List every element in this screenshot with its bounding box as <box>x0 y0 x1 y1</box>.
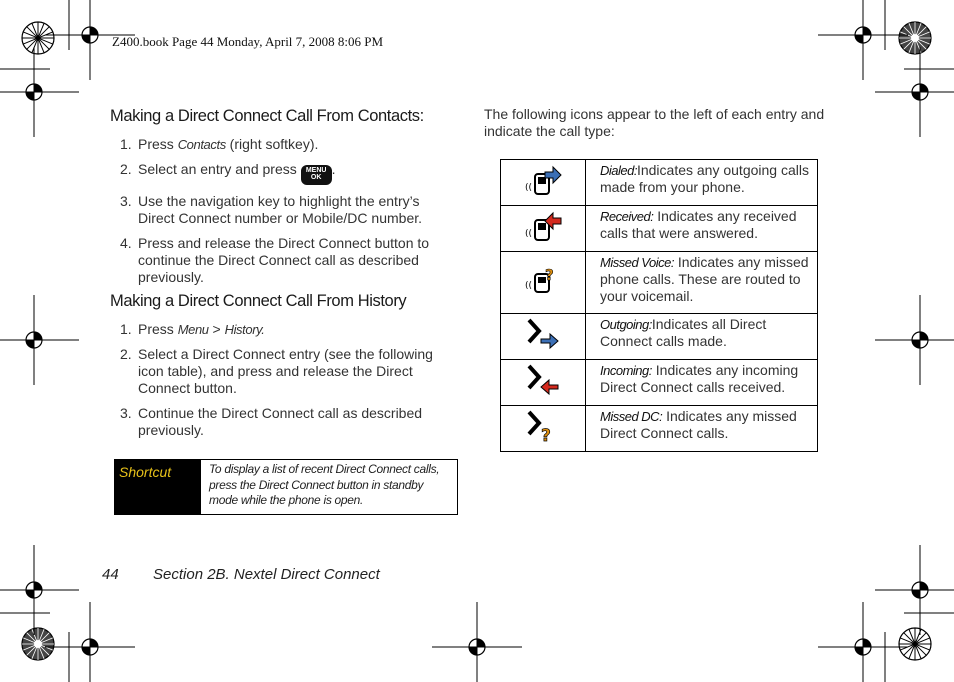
print-header: Z400.book Page 44 Monday, April 7, 2008 8:06 PM <box>112 34 384 49</box>
svg-text:((: (( <box>525 229 533 239</box>
icon-term: Received: <box>600 209 654 224</box>
step-item: 3. Use the navigation key to highlight the entry’s Direct Connect number or Mobile/DC number. <box>120 192 423 226</box>
icons-intro: The following icons appear to the left of each entry and indicate the call type: <box>484 106 825 139</box>
table-row <box>501 160 818 206</box>
icon-description: Indicates any missed Direct Connect calls. <box>600 408 797 441</box>
steps-history <box>114 321 444 447</box>
table-row <box>501 360 818 406</box>
step-item: 4. Press and release the Direct Connect button to continue the Direct Connect call as described previously. <box>120 234 430 285</box>
heading-history: Making a Direct Connect Call From History <box>110 292 407 310</box>
icon-description: Indicates any received calls that were answered. <box>600 208 797 241</box>
softkey-label: Contacts <box>177 137 226 152</box>
icon-term: Dialed: <box>600 163 637 178</box>
step-item: 3. Continue the Direct Connect call as described previously. <box>120 405 423 438</box>
icon-term: Incoming: <box>600 363 652 378</box>
shortcut-box <box>114 459 458 515</box>
icon-description: Indicates any incoming Direct Connect calls received. <box>600 362 799 395</box>
icon-term: Missed DC: <box>600 409 663 424</box>
shortcut-label: Shortcut <box>115 460 201 514</box>
icon-description: Indicates any outgoing calls made from your phone. <box>600 162 809 195</box>
svg-text:?: ? <box>545 266 554 284</box>
step-item: 1. Press Menu > History. <box>120 321 265 337</box>
svg-text:?: ? <box>541 426 551 443</box>
icon-term: Missed Voice: <box>600 255 674 270</box>
steps-contacts <box>114 136 444 294</box>
menu-label: Menu <box>177 322 209 337</box>
icon-description: Indicates any missed phone calls. These are routed to your voicemail. <box>600 254 809 304</box>
page-number: 44 <box>102 566 119 583</box>
outgoing-icon <box>523 317 563 351</box>
table-row <box>501 206 818 252</box>
menu-ok-key-icon: MENU OK <box>301 165 332 185</box>
icon-term: Outgoing: <box>600 317 652 332</box>
call-type-icon-table <box>500 159 818 452</box>
svg-text:((: (( <box>525 183 533 193</box>
shortcut-text: To display a list of recent Direct Connect calls, press the Direct Connect button in standby mode while the phone is open. <box>209 462 440 507</box>
step-item: 2. Select an entry and press MENU OK. <box>114 161 444 185</box>
dialed-dc-icon <box>523 164 563 196</box>
section-title: Section 2B. Nextel Direct Connect <box>153 566 380 583</box>
step-item: 1. Press Contacts (right softkey). <box>120 136 319 152</box>
heading-contacts: Making a Direct Connect Call From Contacts: <box>110 107 424 125</box>
svg-text:((: (( <box>525 281 533 291</box>
table-row <box>501 406 818 452</box>
table-row <box>501 252 818 314</box>
history-label: History <box>224 322 262 337</box>
icon-description: Indicates all Direct Connect calls made. <box>600 316 767 349</box>
missed-voice-icon <box>523 264 563 296</box>
chevron-right-icon: > <box>208 321 225 337</box>
table-row <box>501 314 818 360</box>
missed-dc-icon <box>523 409 563 443</box>
step-item: 2. Select a Direct Connect entry (see the following icon table), and press and release the Direct Connect button. <box>120 346 433 396</box>
incoming-icon <box>523 363 563 397</box>
received-dc-icon <box>523 210 563 242</box>
